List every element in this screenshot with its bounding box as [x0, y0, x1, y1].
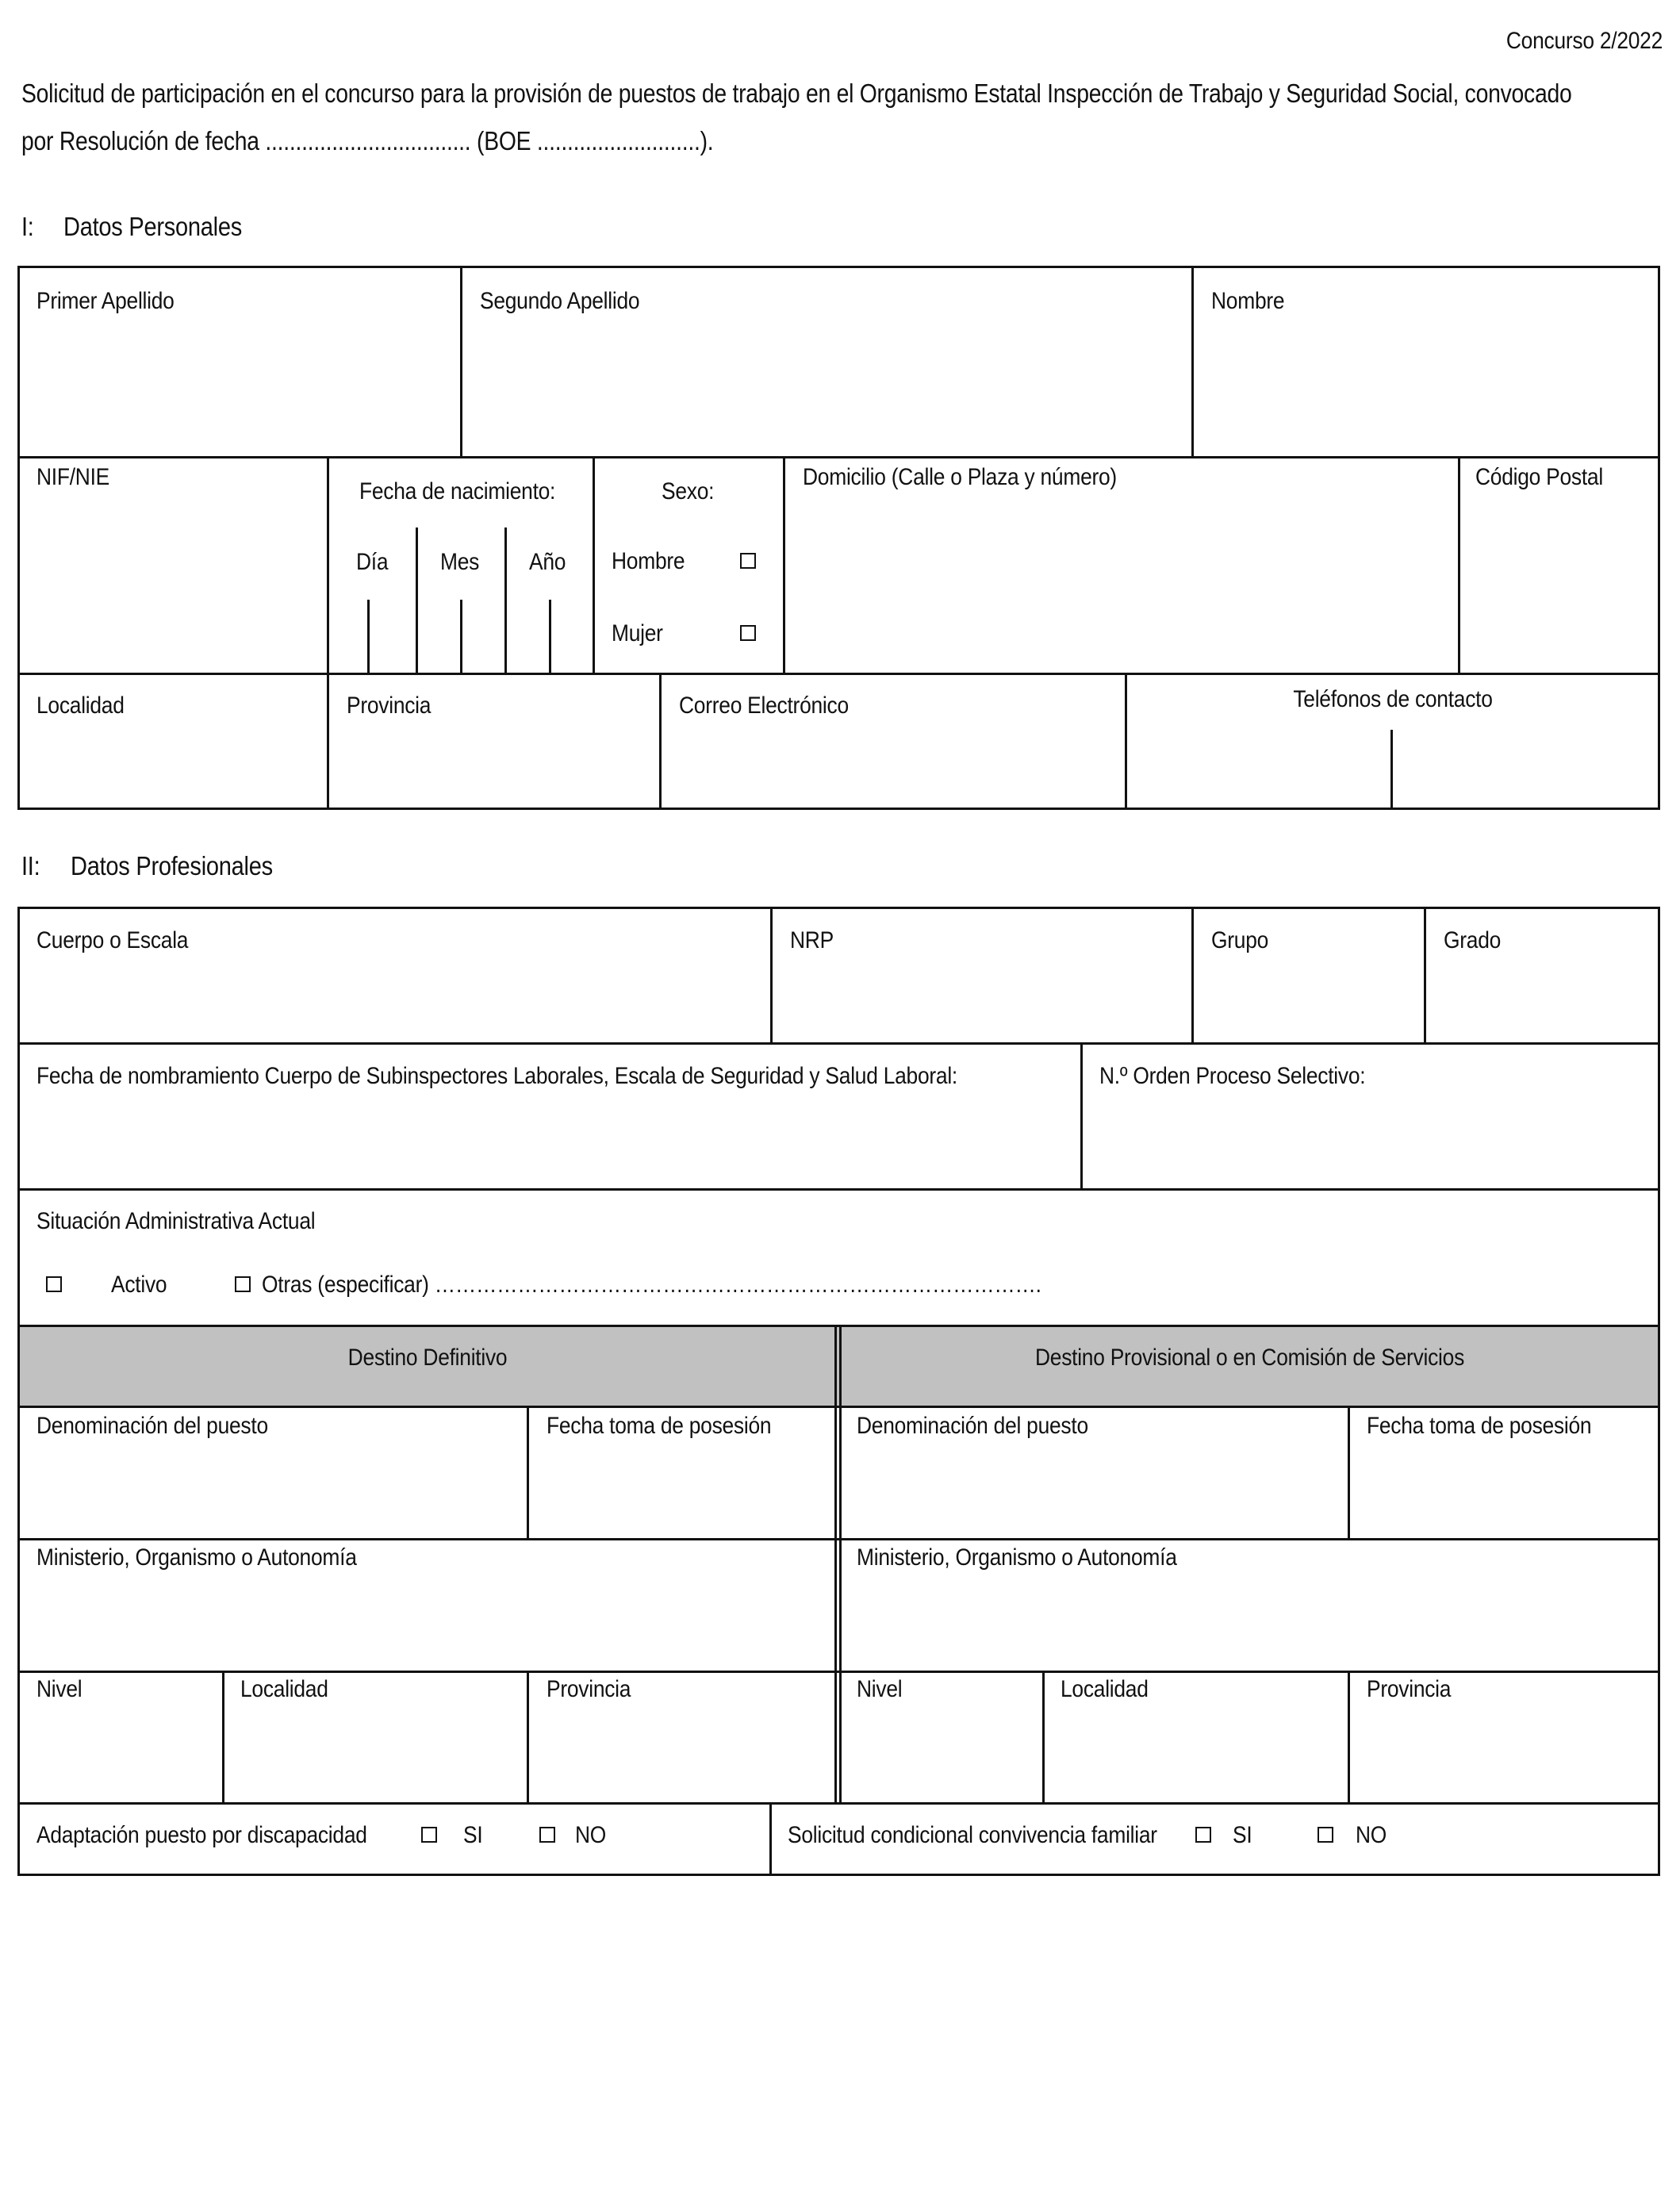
nrp-field[interactable]	[773, 910, 1191, 1042]
cuerpo-label: Cuerpo o Escala	[36, 927, 189, 953]
prov-denominacion-label: Denominación del puesto	[857, 1413, 1088, 1439]
convivencia-label: Solicitud condicional convivencia familiar	[788, 1822, 1157, 1848]
fecha-dia-field[interactable]	[329, 600, 415, 672]
adaptacion-si-checkbox[interactable]	[421, 1827, 437, 1843]
primer-apellido-label: Primer Apellido	[36, 288, 175, 314]
situacion-label: Situación Administrativa Actual	[36, 1208, 316, 1234]
convivencia-no-checkbox[interactable]	[1318, 1827, 1333, 1843]
adaptacion-label: Adaptación puesto por discapacidad	[36, 1822, 367, 1848]
nombre-label: Nombre	[1211, 288, 1285, 314]
prov-localidad-label: Localidad	[1061, 1676, 1149, 1702]
prov-nivel-label: Nivel	[857, 1676, 903, 1702]
def-localidad-label: Localidad	[240, 1676, 328, 1702]
section-2-number: II:	[21, 851, 40, 880]
mujer-label: Mujer	[612, 620, 663, 646]
destino-definitivo-title: Destino Definitivo	[347, 1345, 508, 1371]
section-1-number: I:	[21, 212, 34, 241]
telefonos-label: Teléfonos de contacto	[1293, 686, 1493, 712]
dia-label: Día	[356, 549, 389, 575]
convivencia-no-label: NO	[1356, 1822, 1387, 1848]
fecha-anio-field[interactable]	[507, 600, 592, 672]
prov-ministerio-label: Ministerio, Organismo o Autonomía	[857, 1544, 1177, 1571]
nif-label: NIF/NIE	[36, 464, 110, 490]
intro-line-1: Solicitud de participación en el concurso para la provisión de puestos de trabajo en el Organismo Estatal Inspección de Trabajo y Seguridad Social, convocado	[21, 79, 1572, 108]
fecha-mes-field[interactable]	[418, 600, 504, 672]
prov-fecha-toma-label: Fecha toma de posesión	[1367, 1413, 1592, 1439]
correo-label: Correo Electrónico	[679, 692, 849, 719]
mujer-checkbox[interactable]	[740, 625, 756, 641]
otras-checkbox[interactable]	[235, 1276, 251, 1292]
adaptacion-si-label: SI	[463, 1822, 483, 1848]
grado-label: Grado	[1444, 927, 1502, 953]
segundo-apellido-label: Segundo Apellido	[480, 288, 640, 314]
convivencia-si-checkbox[interactable]	[1195, 1827, 1211, 1843]
activo-checkbox[interactable]	[46, 1276, 62, 1292]
domicilio-label: Domicilio (Calle o Plaza y número)	[803, 464, 1117, 490]
telefono-2-field[interactable]	[1394, 733, 1657, 807]
hombre-checkbox[interactable]	[740, 553, 756, 569]
form-reference: Concurso 2/2022	[1505, 28, 1663, 54]
def-provincia-label: Provincia	[547, 1676, 631, 1702]
destino-provisional-title: Destino Provisional o en Comisión de Servicios	[1034, 1345, 1465, 1371]
def-ministerio-label: Ministerio, Organismo o Autonomía	[36, 1544, 357, 1571]
hombre-label: Hombre	[612, 548, 685, 574]
def-fecha-toma-label: Fecha toma de posesión	[547, 1413, 772, 1439]
otras-label: Otras (especificar) …………………………………………………………………………….	[262, 1272, 1041, 1298]
adaptacion-no-checkbox[interactable]	[539, 1827, 555, 1843]
section-1-title: Datos Personales	[63, 212, 242, 241]
sexo-label: Sexo:	[662, 478, 715, 504]
activo-label: Activo	[111, 1272, 167, 1298]
grupo-label: Grupo	[1211, 927, 1269, 953]
def-denominacion-label: Denominación del puesto	[36, 1413, 268, 1439]
fecha-nacimiento-label: Fecha de nacimiento:	[359, 478, 556, 504]
nrp-label: NRP	[790, 927, 834, 953]
anio-label: Año	[529, 549, 566, 575]
localidad-label: Localidad	[36, 692, 125, 719]
convivencia-si-label: SI	[1233, 1822, 1252, 1848]
provincia-label: Provincia	[347, 692, 432, 719]
adaptacion-no-label: NO	[575, 1822, 607, 1848]
def-nivel-label: Nivel	[36, 1676, 82, 1702]
orden-label: N.º Orden Proceso Selectivo:	[1099, 1063, 1366, 1089]
telefono-1-field[interactable]	[1128, 733, 1390, 807]
section-2-title: Datos Profesionales	[71, 851, 273, 880]
intro-line-2: por Resolución de fecha .................................. (BOE ...........................).	[21, 126, 714, 155]
mes-label: Mes	[440, 549, 480, 575]
fecha-nombramiento-label: Fecha de nombramiento Cuerpo de Subinspectores Laborales, Escala de Seguridad y Salud Laboral:	[36, 1063, 957, 1089]
prov-provincia-label: Provincia	[1367, 1676, 1452, 1702]
codigo-postal-label: Código Postal	[1475, 464, 1603, 490]
